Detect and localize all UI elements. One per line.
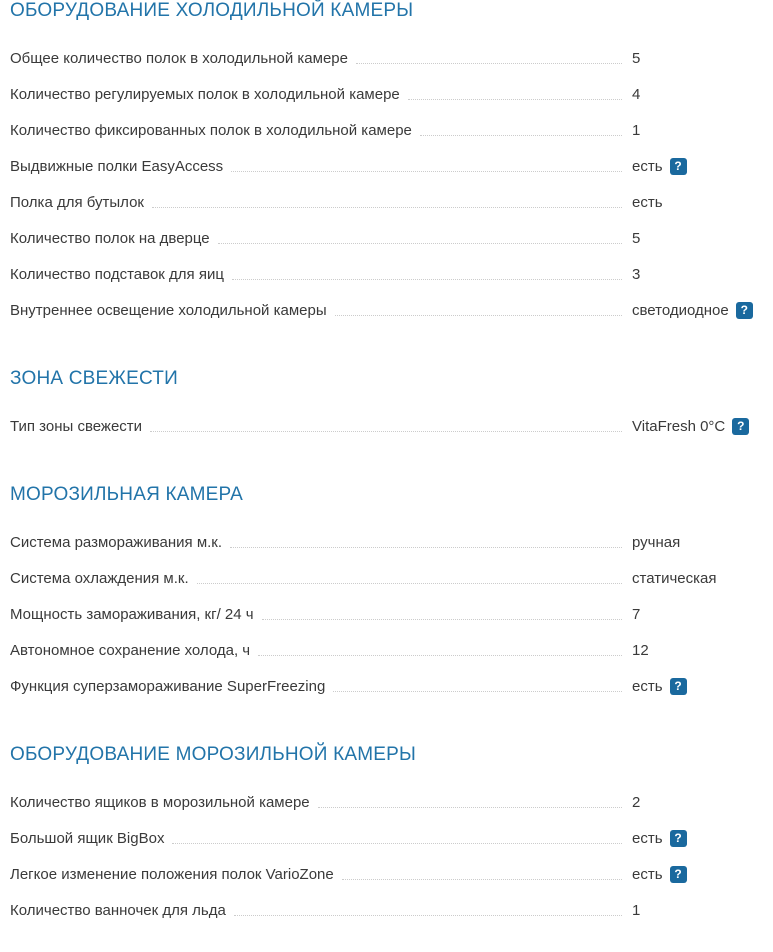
spec-value: светодиодное (632, 301, 729, 319)
spec-value-cell (632, 678, 765, 695)
help-icon[interactable]: ? (736, 302, 753, 319)
spec-label: Общее количество полок в холодильной камере (10, 49, 348, 67)
dotted-leader (152, 207, 622, 208)
help-icon[interactable]: ? (670, 678, 687, 695)
spec-row (10, 220, 765, 256)
spec-value-cell (632, 194, 765, 211)
spec-row (10, 560, 765, 596)
spec-row (10, 668, 765, 704)
spec-row (10, 892, 765, 928)
spec-row (10, 40, 765, 76)
help-icon[interactable]: ? (670, 158, 687, 175)
spec-value-cell (632, 158, 765, 175)
spec-label: Большой ящик BigBox (10, 829, 165, 847)
spec-value-cell (632, 230, 765, 247)
spec-section (10, 368, 765, 444)
dotted-leader (262, 619, 622, 620)
section-title: ЗОНА СВЕЖЕСТИ (10, 368, 178, 389)
spec-label: Количество фиксированных полок в холодильной камере (10, 121, 412, 139)
spec-label: Автономное сохранение холода, ч (10, 641, 251, 659)
spec-label: Количество регулируемых полок в холодильной камере (10, 85, 400, 103)
section-rows (10, 784, 765, 928)
spec-value: есть (632, 193, 663, 211)
dotted-leader (356, 63, 622, 64)
spec-row (10, 632, 765, 668)
spec-label: Система охлаждения м.к. (10, 569, 189, 587)
spec-value: 3 (632, 265, 641, 283)
spec-row (10, 256, 765, 292)
section-title: ОБОРУДОВАНИЕ ХОЛОДИЛЬНОЙ КАМЕРЫ (10, 0, 414, 21)
dotted-leader (258, 655, 622, 656)
spec-value-cell (632, 794, 765, 811)
spec-value-cell (632, 302, 765, 319)
spec-label: Легкое изменение положения полок VarioZone (10, 865, 334, 883)
help-icon[interactable]: ? (670, 830, 687, 847)
spec-section (10, 0, 765, 328)
dotted-leader (231, 171, 622, 172)
spec-value: 7 (632, 605, 641, 623)
spec-label: Мощность замораживания, кг/ 24 ч (10, 605, 254, 623)
spec-row (10, 784, 765, 820)
spec-label: Полка для бутылок (10, 193, 144, 211)
spec-label: Количество ванночек для льда (10, 901, 226, 919)
spec-value: 12 (632, 641, 649, 659)
spec-label: Внутреннее освещение холодильной камеры (10, 301, 327, 319)
dotted-leader (234, 915, 622, 916)
spec-value-cell (632, 122, 765, 139)
spec-value: есть (632, 157, 663, 175)
section-rows (10, 408, 765, 444)
spec-value: ручная (632, 533, 681, 551)
spec-value: статическая (632, 569, 717, 587)
spec-value: 5 (632, 49, 641, 67)
spec-row (10, 148, 765, 184)
spec-value: есть (632, 829, 663, 847)
spec-label: Функция суперзамораживание SuperFreezing (10, 677, 326, 695)
dotted-leader (408, 99, 622, 100)
spec-label: Система размораживания м.к. (10, 533, 223, 551)
dotted-leader (172, 843, 622, 844)
spec-value-cell (632, 266, 765, 283)
spec-value: 5 (632, 229, 641, 247)
spec-value-cell (632, 86, 765, 103)
spec-row (10, 408, 765, 444)
spec-value-cell (632, 866, 765, 883)
dotted-leader (342, 879, 622, 880)
help-icon[interactable]: ? (732, 418, 749, 435)
spec-value-cell (632, 830, 765, 847)
spec-label: Количество подставок для яиц (10, 265, 224, 283)
spec-label: Количество ящиков в морозильной камере (10, 793, 310, 811)
spec-label: Выдвижные полки EasyAccess (10, 157, 224, 175)
spec-row (10, 292, 765, 328)
spec-row (10, 112, 765, 148)
spec-value-cell (632, 418, 765, 435)
dotted-leader (197, 583, 622, 584)
help-icon[interactable]: ? (670, 866, 687, 883)
section-rows (10, 40, 765, 328)
section-title: ОБОРУДОВАНИЕ МОРОЗИЛЬНОЙ КАМЕРЫ (10, 744, 417, 765)
spec-row (10, 76, 765, 112)
spec-label: Количество полок на дверце (10, 229, 210, 247)
spec-value-cell (632, 606, 765, 623)
spec-row (10, 820, 765, 856)
dotted-leader (218, 243, 622, 244)
spec-value-cell (632, 642, 765, 659)
dotted-leader (335, 315, 622, 316)
spec-value: 1 (632, 901, 641, 919)
spec-row (10, 524, 765, 560)
spec-value: 4 (632, 85, 641, 103)
spec-value-cell (632, 570, 765, 587)
spec-value-cell (632, 50, 765, 67)
dotted-leader (333, 691, 622, 692)
spec-row (10, 184, 765, 220)
spec-value: 1 (632, 121, 641, 139)
spec-value-cell (632, 902, 765, 919)
section-title: МОРОЗИЛЬНАЯ КАМЕРА (10, 484, 244, 505)
dotted-leader (230, 547, 622, 548)
spec-value-cell (632, 534, 765, 551)
section-rows (10, 524, 765, 704)
dotted-leader (420, 135, 622, 136)
spec-section (10, 484, 765, 704)
dotted-leader (318, 807, 622, 808)
spec-row (10, 856, 765, 892)
spec-row (10, 596, 765, 632)
spec-value: есть (632, 865, 663, 883)
dotted-leader (150, 431, 622, 432)
spec-value: 2 (632, 793, 641, 811)
spec-value: VitaFresh 0°C (632, 417, 726, 435)
spec-value: есть (632, 677, 663, 695)
spec-section (10, 744, 765, 928)
spec-label: Тип зоны свежести (10, 417, 143, 435)
dotted-leader (232, 279, 622, 280)
